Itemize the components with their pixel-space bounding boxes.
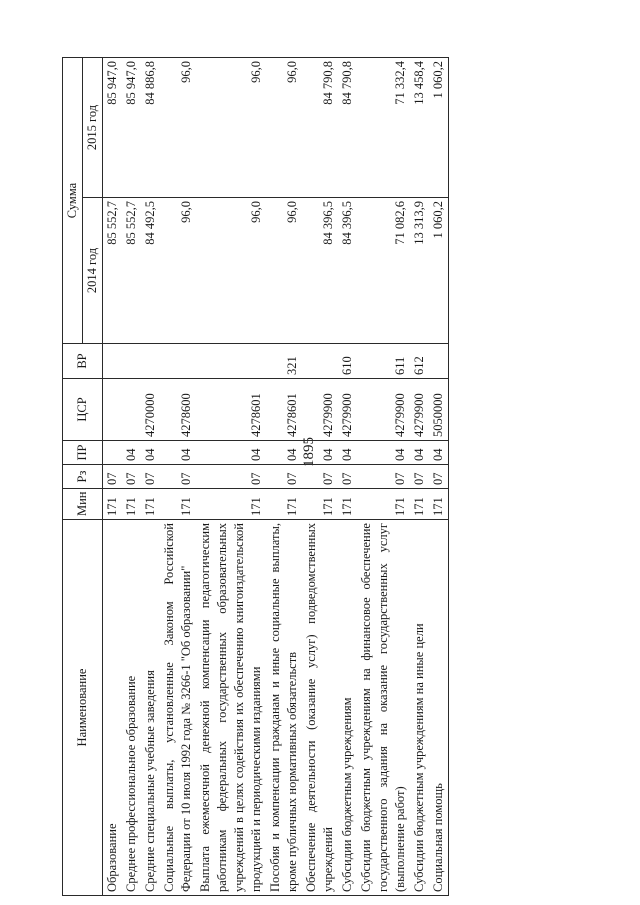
row-csr-cell: 4270000 bbox=[141, 379, 160, 441]
row-2015-cell: 13 458,4 bbox=[410, 58, 429, 198]
row-2015-cell: 85 947,0 bbox=[103, 58, 123, 198]
row-rz-cell: 07 bbox=[338, 465, 357, 489]
row-name-cell: Социальные выплаты, установленные Законом Российской Федерации от 10 июля 1992 года № 3266-1 "Об образовании" bbox=[160, 520, 196, 896]
budget-table-sheet bbox=[62, 58, 572, 896]
row-2014-cell: 84 396,5 bbox=[302, 198, 338, 344]
header-name: Наименование bbox=[63, 520, 103, 896]
row-csr-cell: 4278600 bbox=[160, 379, 196, 441]
row-vr-cell bbox=[103, 344, 123, 379]
row-pr-cell: 04 bbox=[266, 441, 302, 465]
row-2014-cell: 85 552,7 bbox=[103, 198, 123, 344]
row-2015-cell: 96,0 bbox=[196, 58, 266, 198]
header-csr: ЦСР bbox=[63, 379, 103, 441]
table-row bbox=[196, 58, 266, 896]
table-row bbox=[103, 58, 123, 896]
row-pr-cell: 04 bbox=[196, 441, 266, 465]
row-pr-cell bbox=[103, 441, 123, 465]
row-2015-cell: 96,0 bbox=[160, 58, 196, 198]
row-vr-cell: 611 bbox=[357, 344, 410, 379]
row-min-cell: 171 bbox=[357, 489, 410, 520]
row-2015-cell: 84 790,8 bbox=[302, 58, 338, 198]
row-min-cell: 171 bbox=[141, 489, 160, 520]
row-pr-cell: 04 bbox=[160, 441, 196, 465]
row-csr-cell: 4279900 bbox=[302, 379, 338, 441]
row-name-cell: Образование bbox=[103, 520, 123, 896]
row-min-cell: 171 bbox=[266, 489, 302, 520]
row-2015-cell: 85 947,0 bbox=[122, 58, 141, 198]
row-min-cell: 171 bbox=[122, 489, 141, 520]
row-rz-cell: 07 bbox=[196, 465, 266, 489]
table-row bbox=[338, 58, 357, 896]
row-name-cell: Пособия и компенсации гражданам и иные социальные выплаты, кроме публичных нормативных обязательств bbox=[266, 520, 302, 896]
row-pr-cell: 04 bbox=[410, 441, 429, 465]
header-rz: Рз bbox=[63, 465, 103, 489]
row-csr-cell bbox=[103, 379, 123, 441]
table-row bbox=[266, 58, 302, 896]
row-vr-cell: 610 bbox=[338, 344, 357, 379]
row-csr-cell: 4279900 bbox=[410, 379, 429, 441]
row-csr-cell: 4278601 bbox=[266, 379, 302, 441]
row-min-cell: 171 bbox=[338, 489, 357, 520]
header-2015: 2015 год bbox=[83, 58, 103, 198]
row-vr-cell: 321 bbox=[266, 344, 302, 379]
row-2014-cell: 1 060,2 bbox=[429, 198, 449, 344]
row-name-cell: Выплата ежемесячной денежной компенсации педагогическим работникам федеральных государственных образовательных учреждений в целях содействия их обеспечению книгоиздательской продукцией и периодическими изданиями bbox=[196, 520, 266, 896]
row-csr-cell: 5050000 bbox=[429, 379, 449, 441]
row-rz-cell: 07 bbox=[266, 465, 302, 489]
row-rz-cell: 07 bbox=[122, 465, 141, 489]
table-row bbox=[122, 58, 141, 896]
row-name-cell: Среднее профессиональное образование bbox=[122, 520, 141, 896]
row-min-cell: 171 bbox=[429, 489, 449, 520]
header-2014: 2014 год bbox=[83, 198, 103, 344]
row-min-cell: 171 bbox=[103, 489, 123, 520]
row-rz-cell: 07 bbox=[141, 465, 160, 489]
row-pr-cell: 04 bbox=[302, 441, 338, 465]
row-rz-cell: 07 bbox=[103, 465, 123, 489]
row-name-cell: Субсидии бюджетным учреждениям на финансовое обеспечение государственного задания на оказание государственных услуг (выполнение работ) bbox=[357, 520, 410, 896]
row-name-cell: Социальная помощь bbox=[429, 520, 449, 896]
row-csr-cell: 4278601 bbox=[196, 379, 266, 441]
row-name-cell: Субсидии бюджетным учреждениям bbox=[338, 520, 357, 896]
header-min: Мин bbox=[63, 489, 103, 520]
row-min-cell: 171 bbox=[196, 489, 266, 520]
row-min-cell: 171 bbox=[302, 489, 338, 520]
row-csr-cell: 4279900 bbox=[338, 379, 357, 441]
row-vr-cell bbox=[302, 344, 338, 379]
row-2014-cell: 71 082,6 bbox=[357, 198, 410, 344]
row-2014-cell: 84 492,5 bbox=[141, 198, 160, 344]
header-vr: ВР bbox=[63, 344, 103, 379]
row-rz-cell: 07 bbox=[357, 465, 410, 489]
row-2014-cell: 96,0 bbox=[196, 198, 266, 344]
row-name-cell: Средние специальные учебные заведения bbox=[141, 520, 160, 896]
row-vr-cell bbox=[122, 344, 141, 379]
row-min-cell: 171 bbox=[160, 489, 196, 520]
table-body bbox=[103, 58, 449, 896]
row-vr-cell bbox=[429, 344, 449, 379]
row-2014-cell: 96,0 bbox=[160, 198, 196, 344]
header-pr: ПР bbox=[63, 441, 103, 465]
page-number: 1895 bbox=[301, 437, 317, 467]
row-rz-cell: 07 bbox=[160, 465, 196, 489]
table-row bbox=[160, 58, 196, 896]
row-2014-cell: 96,0 bbox=[266, 198, 302, 344]
table-row bbox=[410, 58, 429, 896]
table-row bbox=[141, 58, 160, 896]
row-rz-cell: 07 bbox=[429, 465, 449, 489]
header-sum: Сумма bbox=[63, 58, 83, 344]
budget-table bbox=[62, 57, 449, 896]
row-vr-cell bbox=[160, 344, 196, 379]
row-pr-cell: 04 bbox=[357, 441, 410, 465]
row-vr-cell bbox=[141, 344, 160, 379]
row-name-cell: Субсидии бюджетным учреждениям на иные цели bbox=[410, 520, 429, 896]
row-csr-cell bbox=[122, 379, 141, 441]
row-rz-cell: 07 bbox=[302, 465, 338, 489]
row-rz-cell: 07 bbox=[410, 465, 429, 489]
row-vr-cell bbox=[196, 344, 266, 379]
row-csr-cell: 4279900 bbox=[357, 379, 410, 441]
row-vr-cell: 612 bbox=[410, 344, 429, 379]
table-row bbox=[429, 58, 449, 896]
row-min-cell: 171 bbox=[410, 489, 429, 520]
row-2015-cell: 84 790,8 bbox=[338, 58, 357, 198]
row-2015-cell: 1 060,2 bbox=[429, 58, 449, 198]
row-2015-cell: 96,0 bbox=[266, 58, 302, 198]
row-pr-cell: 04 bbox=[141, 441, 160, 465]
row-pr-cell: 04 bbox=[429, 441, 449, 465]
row-2015-cell: 71 332,4 bbox=[357, 58, 410, 198]
row-2015-cell: 84 886,8 bbox=[141, 58, 160, 198]
table-row bbox=[302, 58, 338, 896]
table-row bbox=[357, 58, 410, 896]
row-pr-cell: 04 bbox=[122, 441, 141, 465]
row-2014-cell: 85 552,7 bbox=[122, 198, 141, 344]
row-pr-cell: 04 bbox=[338, 441, 357, 465]
row-name-cell: Обеспечение деятельности (оказание услуг) подведомственных учреждений bbox=[302, 520, 338, 896]
row-2014-cell: 84 396,5 bbox=[338, 198, 357, 344]
row-2014-cell: 13 313,9 bbox=[410, 198, 429, 344]
